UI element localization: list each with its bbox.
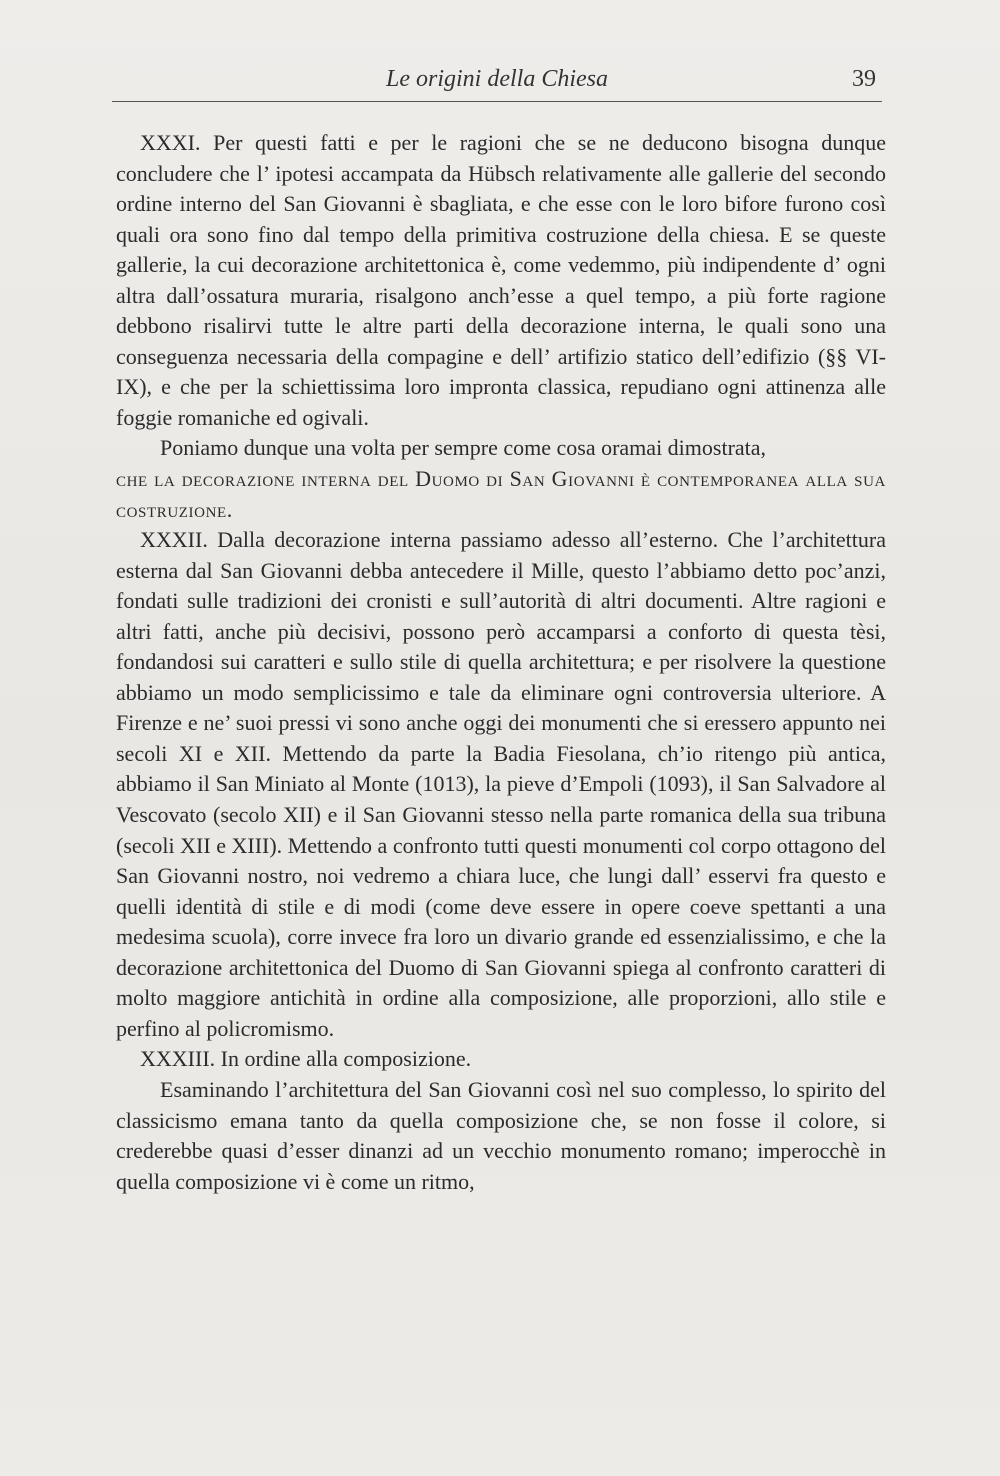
paragraph-xxxii: XXXII. Dalla decorazione interna passiamo adesso all’esterno. Che l’architettura esterna dal San Giovanni debba antecedere il Mille, questo l’abbiamo detto poc’anzi, fondati sulle tradizioni dei cronisti e sull’autorità di altri documenti. Altre ragioni e altri fatti, anche più decisivi, possono però accamparsi a conforto di questa tèsi, fondandosi sui caratteri e sullo stile di quella architettura; e per risolvere la questione abbiamo un modo semplicissimo e tale da eliminare ogni controversia ulteriore. A Firenze e ne’ suoi pressi vi sono anche oggi dei monumenti che si eressero appunto nei secoli XI e XII. Mettendo da parte la Badia Fiesolana, ch’io ritengo più antica, abbiamo il San Miniato al Monte (1013), la pieve d’Empoli (1093), il San Salvadore al Vescovato (secolo XII) e il San Giovanni stesso nella parte romanica della sua tribuna (secoli XII e XIII). Mettendo a confronto tutti questi monumenti col corpo ottagono del San Giovanni nostro, noi vedremo a chiara luce, che lungi dall’ esservi fra questo e quelli identità di stile e di modi (come deve essere in opere coeve spettanti a una medesima scuola), corre invece fra loro un divario grande ed essenzialissimo, e che la decorazione architettonica del Duomo di San Giovanni spiega al confronto caratteri di molto maggiore antichità in ordine alla composizione, alle proporzioni, allo stile e perfino al policromismo. (116, 527, 886, 1041)
paragraph-poniamo: Poniamo dunque una volta per sempre come cosa oramai dimostrata, (160, 435, 767, 461)
page-header (112, 62, 882, 102)
header-rule (112, 101, 882, 102)
running-title: Le origini della Chiesa (386, 66, 608, 92)
paragraph-xxxiii: XXXIII. In ordine alla composizione. (140, 1046, 472, 1072)
page-body (116, 128, 886, 1197)
paragraph-esaminando: Esaminando l’architettura del San Giovanni così nel suo complesso, lo spirito del classicismo emana tanto da quella composizione che, se non fosse il colore, si crederebbe quasi d’esser dinanzi ad un vecchio monumento romano; imperocchè in quella composizione vi è come un ritmo, (116, 1076, 886, 1194)
paragraph-xxxi: XXXI. Per questi fatti e per le ragioni che se ne deducono bisogna dunque concludere che l’ ipotesi accampata da Hübsch relativamente alle gallerie del secondo ordine interno del San Giovanni è sbagliata, e che esse con le loro bifore furono così quali ora sono fino dal tempo della primitiva costruzione della chiesa. E se queste gallerie, la cui decorazione architettonica è, come vedemmo, più indipendente d’ ogni altra dall’ossatura muraria, risalgono anch’esse a quel tempo, a più forte ragione debbono risalirvi tutte le altre parti della decorazione interna, le quali sono una conseguenza necessaria della compagine e dell’ artifizio statico dell’edifizio (§§ VI-IX), e che per la schiettissima loro impronta classica, repudiano ogni attinenza alle foggie romaniche ed ogivali. (116, 130, 886, 430)
page-number: 39 (852, 66, 876, 92)
paragraph-conclusion-smallcaps: che la decorazione interna del Duomo di San Giovanni è contemporanea alla sua costruzione. (116, 466, 886, 522)
